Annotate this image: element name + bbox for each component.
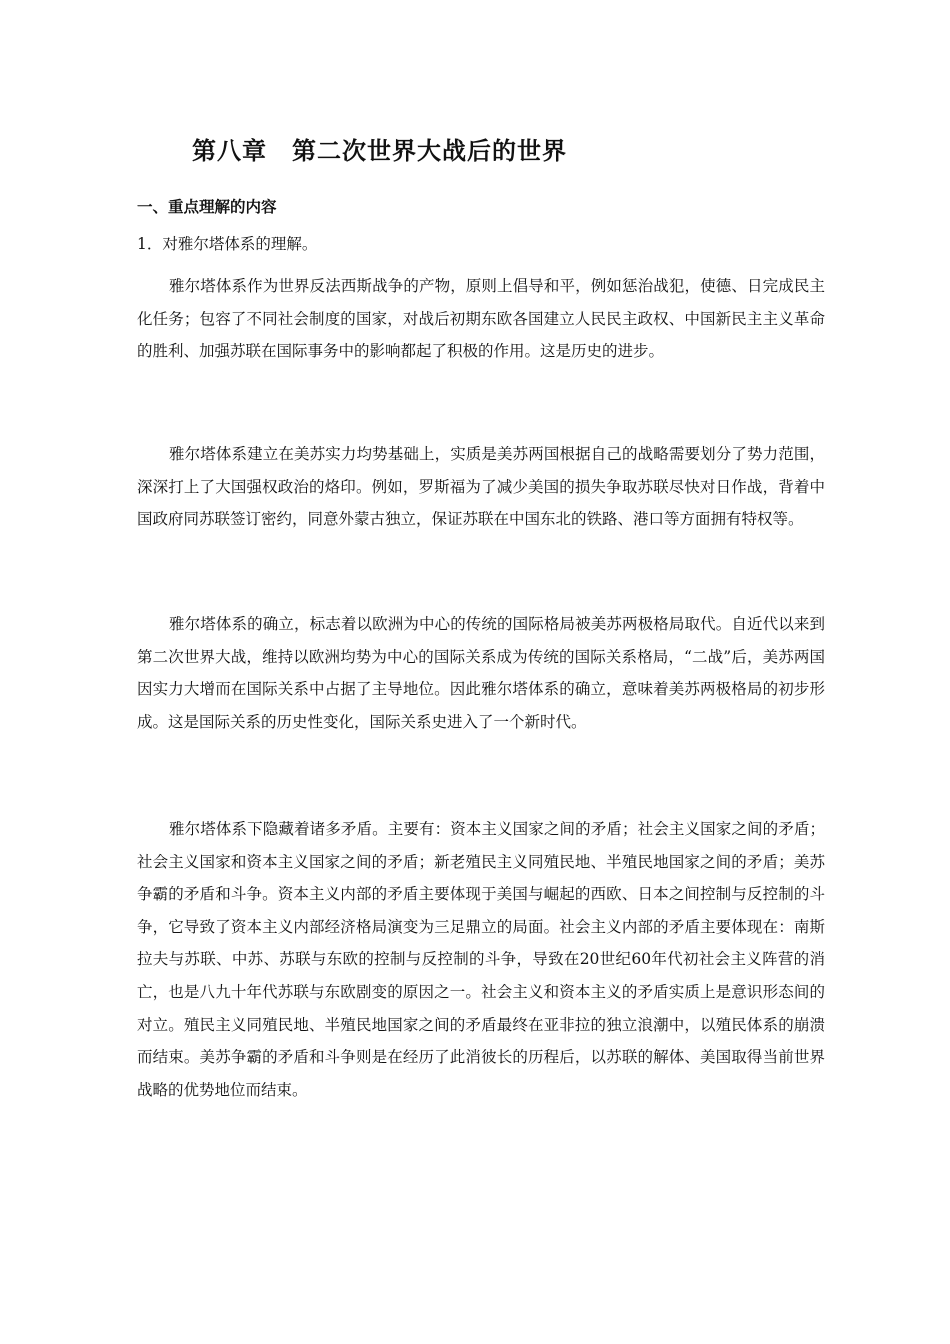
- section-heading: 一、重点理解的内容: [137, 197, 277, 216]
- item-title: 1．对雅尔塔体系的理解。: [137, 235, 318, 253]
- chapter-title: 第八章 第二次世界大战后的世界: [192, 136, 567, 165]
- body-paragraph-4: 雅尔塔体系下隐藏着诸多矛盾。主要有：资本主义国家之间的矛盾；社会主义国家之间的矛盾；社会主义国家和资本主义国家之间的矛盾；新老殖民主义同殖民地、半殖民地国家之间的矛盾；美苏争霸的矛盾和斗争。资本主义内部的矛盾主要体现于美国与崛起的西欧、日本之间控制与反控制的斗争，它导致了资本主义内部经济格局演变为三足鼎立的局面。社会主义内部的矛盾主要体现在：南斯拉夫与苏联、中苏、苏联与东欧的控制与反控制的斗争，导致在20世纪60年代初社会主义阵营的消亡，也是八九十年代苏联与东欧剧变的原因之一。社会主义和资本主义的矛盾实质上是意识形态间的对立。殖民主义同殖民地、半殖民地国家之间的矛盾最终在亚非拉的独立浪潮中，以殖民体系的崩溃而结束。美苏争霸的矛盾和斗争则是在经历了此消彼长的历程后，以苏联的解体、美国取得当前世界战略的优势地位而结束。: [137, 820, 825, 1099]
- body-paragraph-2: 雅尔塔体系建立在美苏实力均势基础上，实质是美苏两国根据自己的战略需要划分了势力范围，深深打上了大国强权政治的烙印。例如，罗斯福为了减少美国的损失争取苏联尽快对日作战，背着中国政府同苏联签订密约，同意外蒙古独立，保证苏联在中国东北的铁路、港口等方面拥有特权等。: [137, 445, 825, 529]
- body-paragraph-3: 雅尔塔体系的确立，标志着以欧洲为中心的传统的国际格局被美苏两极格局取代。自近代以来到第二次世界大战，维持以欧洲均势为中心的国际关系成为传统的国际关系格局，“二战”后，美苏两国因实力大增而在国际关系中占据了主导地位。因此雅尔塔体系的确立，意味着美苏两极格局的初步形成。这是国际关系的历史性变化，国际关系史进入了一个新时代。: [137, 615, 825, 731]
- body-paragraph-1: 雅尔塔体系作为世界反法西斯战争的产物，原则上倡导和平，例如惩治战犯，使德、日完成民主化任务；包容了不同社会制度的国家，对战后初期东欧各国建立人民民主政权、中国新民主主义革命的胜利、加强苏联在国际事务中的影响都起了积极的作用。这是历史的进步。: [137, 277, 825, 361]
